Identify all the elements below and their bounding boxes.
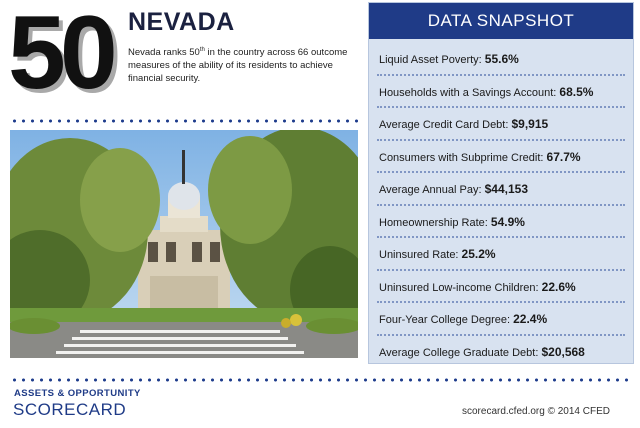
snapshot-value: 25.2% [461,247,496,261]
snapshot-value: 54.9% [490,214,525,229]
snapshot-value: 22.4% [513,312,548,326]
snapshot-label: Uninsured Low-income Children: [379,281,542,294]
capitol-building-image [10,130,358,358]
rank-description [128,44,348,85]
snapshot-label: Average Credit Card Debt: [379,119,512,131]
snapshot-label: Consumers with Subprime Credit: [379,151,547,164]
snapshot-label: Homeownership Rate: [379,216,491,229]
snapshot-label: Average College Graduate Debt: [379,346,542,359]
snapshot-item [377,336,625,369]
snapshot-item [377,173,625,206]
snapshot-value: 67.7% [546,149,581,164]
snapshot-item [377,303,625,336]
snapshot-item [377,271,625,304]
snapshot-label: Average Annual Pay: [379,184,485,196]
snapshot-value: $9,915 [511,117,549,131]
brand-logo-text: SCORECARD [13,400,127,419]
snapshot-value: 22.6% [541,279,576,294]
capitol-photo [10,130,358,358]
snapshot-item [377,141,625,174]
data-snapshot-list [369,39,633,368]
brand-tagline: ASSETS & OPPORTUNITY [14,388,141,399]
snapshot-label: Four-Year College Degree: [379,314,514,326]
snapshot-label: Uninsured Rate: [379,249,462,261]
data-snapshot-panel [368,2,634,364]
footer-divider [10,378,630,382]
snapshot-value: $44,153 [484,182,528,196]
snapshot-label: Liquid Asset Poverty: [379,54,485,66]
snapshot-item [377,108,625,141]
snapshot-value: 68.5% [559,84,594,99]
rank-description-start: Nevada ranks 50 [128,47,200,59]
rank-description-end: in the country across 66 outcome measures of the ability of its residents to achieve financial security. [128,47,348,85]
snapshot-item [377,76,625,109]
snapshot-item [377,43,625,76]
header-divider [10,119,360,123]
snapshot-value: 55.6% [484,52,519,66]
snapshot-item [377,238,625,271]
snapshot-label: Households with a Savings Account: [379,86,560,99]
state-rank: 50 [8,0,112,111]
state-name: NEVADA [128,8,235,36]
rank-ordinal-suffix: th [199,47,205,53]
site-credit: scorecard.cfed.org © 2014 CFED [462,406,610,417]
snapshot-value: $20,568 [541,344,585,359]
data-snapshot-title: DATA SNAPSHOT [369,3,633,39]
snapshot-item [377,206,625,239]
